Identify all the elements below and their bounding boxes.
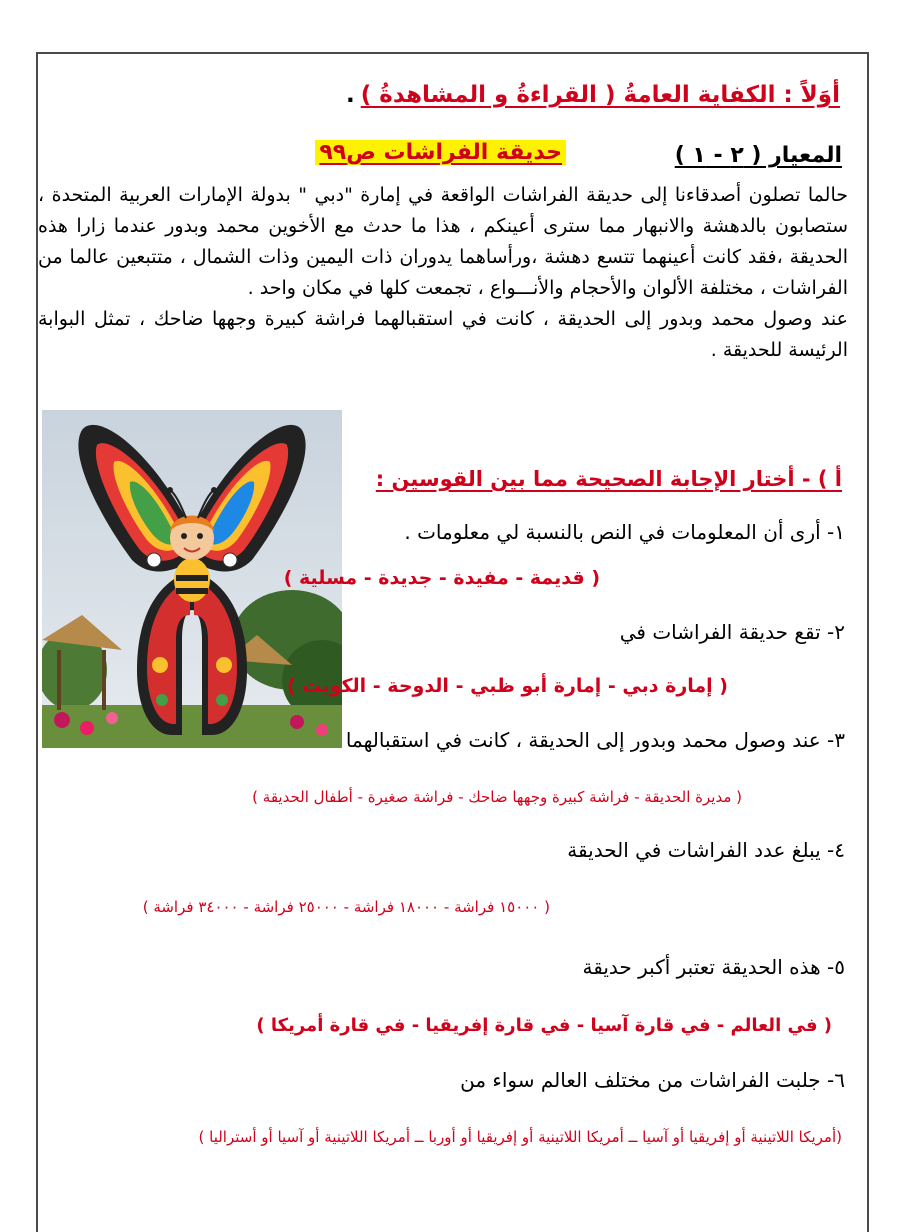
- question-1-options: ( قديمة - مفيدة - جديدة - مسلية ): [283, 567, 600, 589]
- question-1: ١- أرى أن المعلومات في النص بالنسبة لي معلومات .: [404, 520, 845, 544]
- question-5-options: ( في العالم - في قارة آسيا - في قارة إفريقيا - في قارة أمريكا ): [256, 1015, 832, 1036]
- task-title: أ ) - أختار الإجابة الصحيحة مما بين القوسين :: [375, 467, 842, 491]
- question-6-options: (أمريكا اللاتينية أو إفريقيا أو آسيا ــ أمريكا اللاتينية أو إفريقيا أو أوربا ــ أمريكا اللاتينية أو آسيا أو أستراليا ): [198, 1128, 842, 1146]
- passage-paragraph-1: حالما تصلون أصدقاءنا إلى حديقة الفراشات الواقعة في إمارة "دبي " بدولة الإمارات العربية المتحدة ، ستصابون بالدهشة والانبهار مما سترى أعينكم ، هذا ما حدث مع الأخوين محمد وبدور عندما زارا هذه الحديقة ،فقد كانت أعينهما تتسع دهشة ،ورأساهما يدوران ذات اليمين وذات الشمال ، متتبعين عالما من الفراشات ، مختلفة الألوان والأحجام والأنـــواع ، تجمعت كلها في مكان واحد .: [38, 184, 848, 299]
- question-2: ٢- تقع حديقة الفراشات في: [619, 620, 845, 644]
- question-4: ٤- يبلغ عدد الفراشات في الحديقة: [567, 838, 845, 862]
- lesson-title: حديقة الفراشات ص٩٩: [315, 140, 566, 165]
- question-5: ٥- هذه الحديقة تعتبر أكبر حديقة: [582, 955, 845, 979]
- standard-label: المعيار ( ٢ - ١ ): [674, 143, 842, 168]
- question-6: ٦- جلبت الفراشات من مختلف العالم سواء من: [460, 1068, 845, 1092]
- section-title-text: أوَلاً : الكفاية العامةُ ( القراءةُ و المشاهدةُ ): [360, 82, 840, 108]
- question-3-options: ( مديرة الحديقة - فراشة كبيرة وجهها ضاحك - فراشة صغيرة - أطفال الحديقة ): [252, 788, 742, 806]
- question-2-options: ( إمارة دبي - إمارة أبو ظبي - الدوحة - الكويت ): [287, 675, 728, 697]
- section-title: [346, 82, 840, 108]
- reading-passage: [38, 180, 848, 366]
- question-3: ٣- عند وصول محمد وبدور إلى الحديقة ، كانت في استقبالهما: [345, 728, 845, 752]
- passage-paragraph-2: عند وصول محمد وبدور إلى الحديقة ، كانت في استقبالهما فراشة كبيرة وجهها ضاحك ، تمثل البوابة الرئيسة للحديقة .: [38, 308, 848, 361]
- section-title-dot: .: [345, 82, 355, 108]
- question-4-options: ( ١٥٠٠٠ فراشة - ١٨٠٠٠ فراشة - ٢٥٠٠٠ فراشة - ٣٤٠٠٠ فراشة ): [142, 898, 550, 916]
